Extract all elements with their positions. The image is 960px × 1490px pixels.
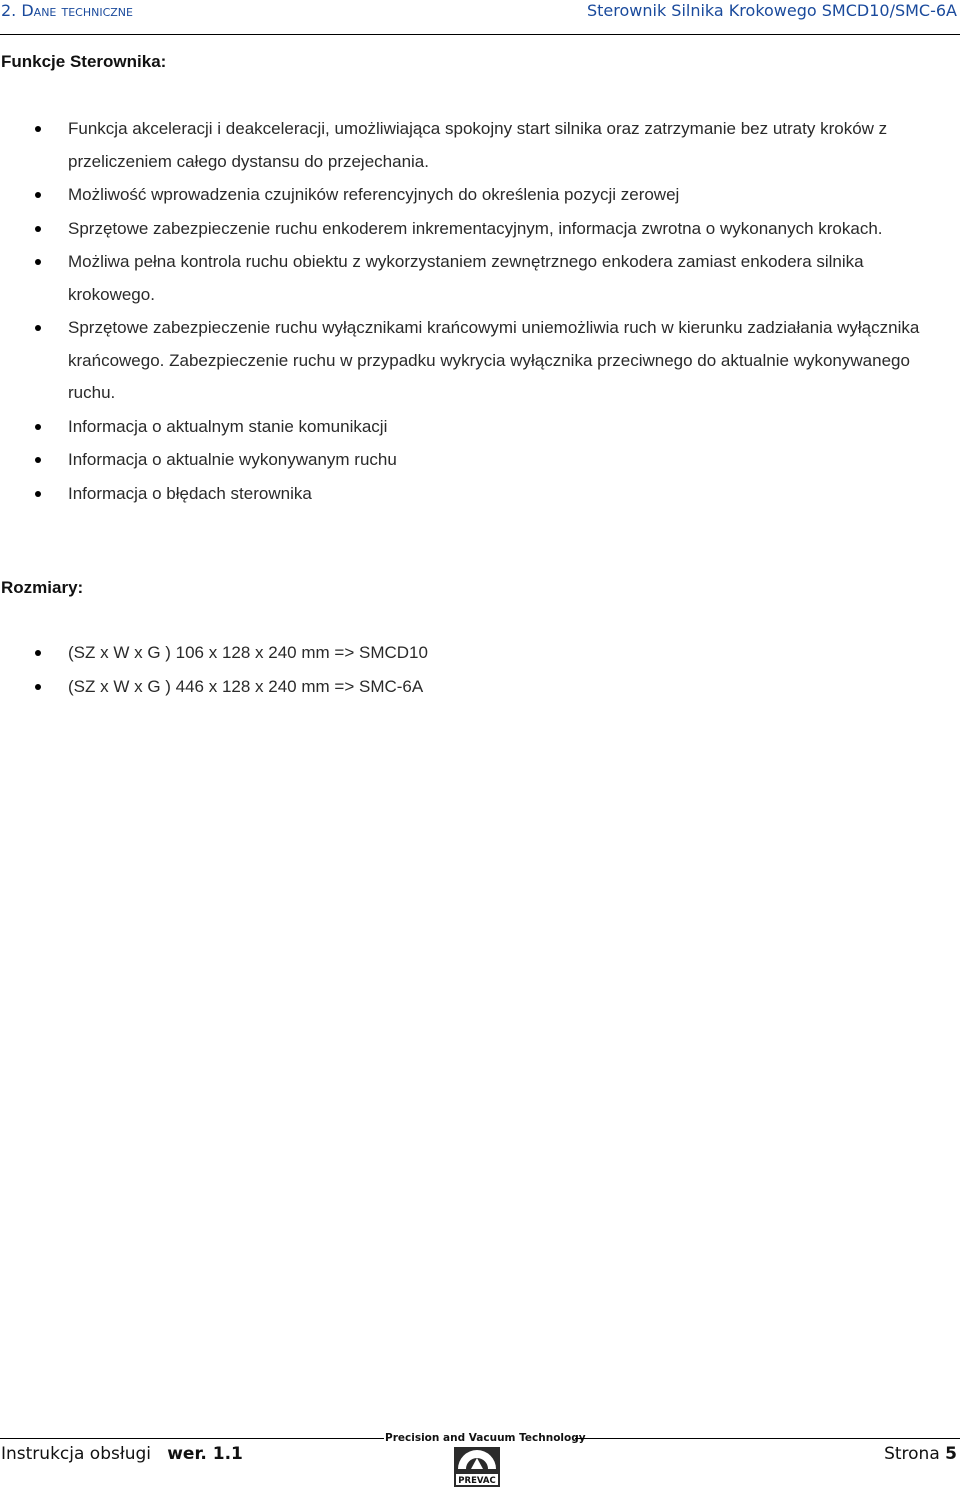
list-item [0, 637, 950, 670]
header-section-title: Dane techniczne [21, 1, 133, 20]
bullet-icon [35, 491, 41, 497]
functions-heading: Funkcje Sterownika: [1, 52, 167, 71]
list-item-text: Funkcja akceleracji i deakceleracji, umożliwiająca spokojny start silnika oraz zatrzymanie bez utraty kroków z przeliczeniem całego dystansu do przejechania. [68, 119, 888, 171]
functions-list [0, 113, 950, 511]
bullet-icon [35, 457, 41, 463]
list-item-text: Możliwość wprowadzenia czujników referencyjnych do określenia pozycji zerowej [68, 185, 680, 204]
footer-version: wer. 1.1 [167, 1444, 243, 1464]
dimensions-list [0, 637, 950, 704]
list-item-text: Informacja o aktualnie wykonywanym ruchu [68, 450, 397, 469]
list-item [0, 444, 950, 477]
footer-divider-right [575, 1438, 960, 1439]
bullet-icon [35, 684, 41, 690]
dimensions-heading: Rozmiary: [1, 578, 84, 597]
bullet-icon [35, 226, 41, 232]
list-item-text: (SZ x W x G ) 106 x 128 x 240 mm => SMCD10 [68, 643, 428, 662]
prevac-logo-icon [454, 1447, 500, 1487]
page-header [0, 0, 960, 40]
header-section [1, 0, 133, 22]
footer-divider-left [0, 1438, 384, 1439]
list-item-text: Możliwa pełna kontrola ruchu obiektu z wykorzystaniem zewnętrznego enkodera zamiast enkodera silnika krokowego. [68, 252, 864, 304]
bullet-icon [35, 126, 41, 132]
list-item [0, 671, 950, 704]
header-divider [0, 34, 960, 35]
list-item [0, 411, 950, 444]
bullet-icon [35, 192, 41, 198]
bullet-icon [35, 424, 41, 430]
list-item [0, 113, 950, 178]
header-document-title: Sterownik Silnika Krokowego SMCD10/SMC-6A [586, 1, 957, 20]
list-item-text: Sprzętowe zabezpieczenie ruchu wyłącznikami krańcowymi uniemożliwia ruch w kierunku zadziałania wyłącznika krańcowego. Zabezpieczenie ruchu w przypadku wykrycia wyłącznika przeciwnego do aktualnie wykonywanego ruchu. [68, 318, 920, 402]
bullet-icon [35, 325, 41, 331]
list-item-text: Informacja o aktualnym stanie komunikacji [68, 416, 388, 436]
bullet-icon [35, 259, 41, 265]
footer-manual-label: Instrukcja obsługi [1, 1444, 151, 1464]
list-item [0, 213, 950, 246]
bullet-icon [35, 650, 41, 656]
logo-text: PREVAC [458, 1476, 496, 1486]
footer-brand-tagline: Precision and Vacuum Technology [385, 1432, 586, 1444]
footer-page-number: 5 [945, 1444, 957, 1464]
list-item [0, 179, 950, 212]
list-item [0, 246, 950, 311]
footer-page-label: Strona [884, 1444, 940, 1464]
footer-page-info [884, 1443, 957, 1465]
list-item-text: (SZ x W x G ) 446 x 128 x 240 mm => SMC-6A [68, 676, 424, 696]
list-item [0, 312, 950, 410]
footer-manual-info [1, 1443, 243, 1465]
list-item-text: Informacja o błędach sterownika [68, 483, 312, 503]
list-item [0, 478, 950, 511]
list-item-text: Sprzętowe zabezpieczenie ruchu enkoderem inkrementacyjnym, informacja zwrotna o wykonanych krokach. [68, 218, 883, 238]
header-section-number: 2. [1, 1, 22, 20]
